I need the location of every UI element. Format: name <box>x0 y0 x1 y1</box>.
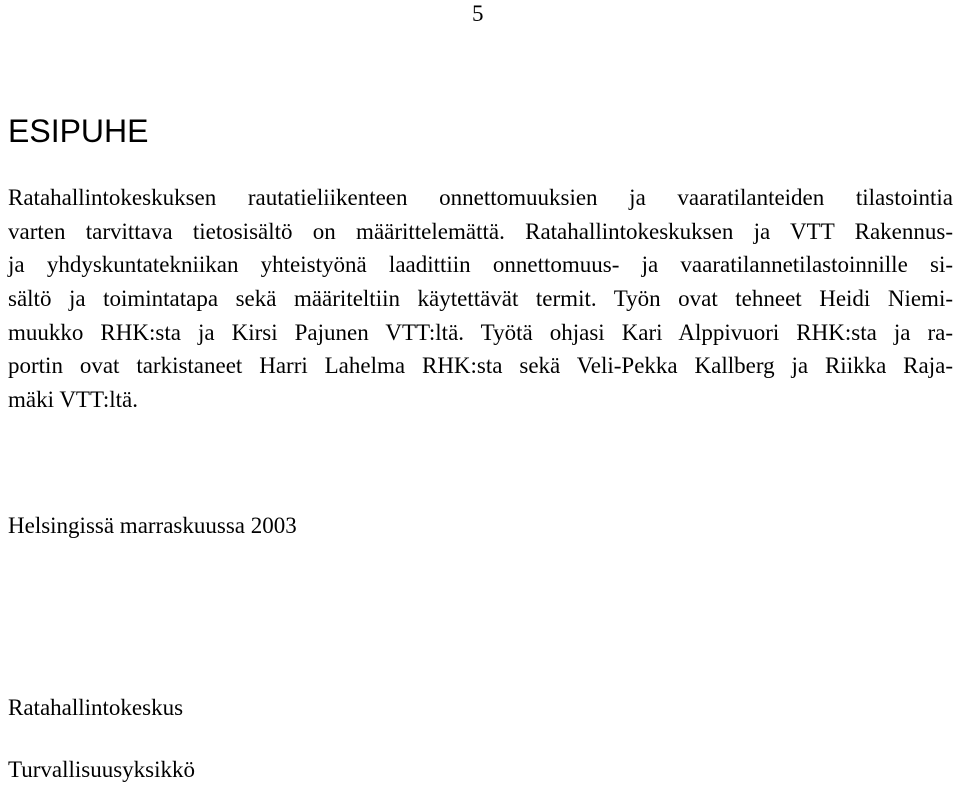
paragraph-line: muukko RHK:sta ja Kirsi Pajunen VTT:ltä. Työtä ohjasi Kari Alppivuori RHK:sta ja ra- <box>8 319 953 345</box>
paragraph-line: sältö ja toimintatapa sekä määriteltiin käytettävät termit. Työn ovat tehneet Heidi Niemi- <box>8 286 953 312</box>
organization-name: Ratahallintokeskus <box>8 695 184 720</box>
paragraph-line: varten tarvittava tietosisältö on määrittelemättä. Ratahallintokeskuksen ja VTT Rakennus- <box>8 218 953 244</box>
place-and-date: Helsingissä marraskuussa 2003 <box>8 513 297 538</box>
organization-unit: Turvallisuusyksikkö <box>8 757 196 782</box>
page-number: 5 <box>472 1 484 26</box>
paragraph-line: Ratahallintokeskuksen rautatieliikenteen onnettomuuksien ja vaaratilanteiden tilastointia <box>8 185 953 210</box>
page-title: ESIPUHE <box>8 113 149 149</box>
paragraph-line: portin ovat tarkistaneet Harri Lahelma RHK:sta sekä Veli-Pekka Kallberg ja Riikka Raja- <box>8 353 953 379</box>
paragraph-line: mäki VTT:ltä. <box>8 387 139 413</box>
preface-paragraph <box>8 181 953 417</box>
paragraph-line: ja yhdyskuntatekniikan yhteistyönä laadittiin onnettomuus- ja vaaratilannetilastoinnille si- <box>8 252 953 278</box>
